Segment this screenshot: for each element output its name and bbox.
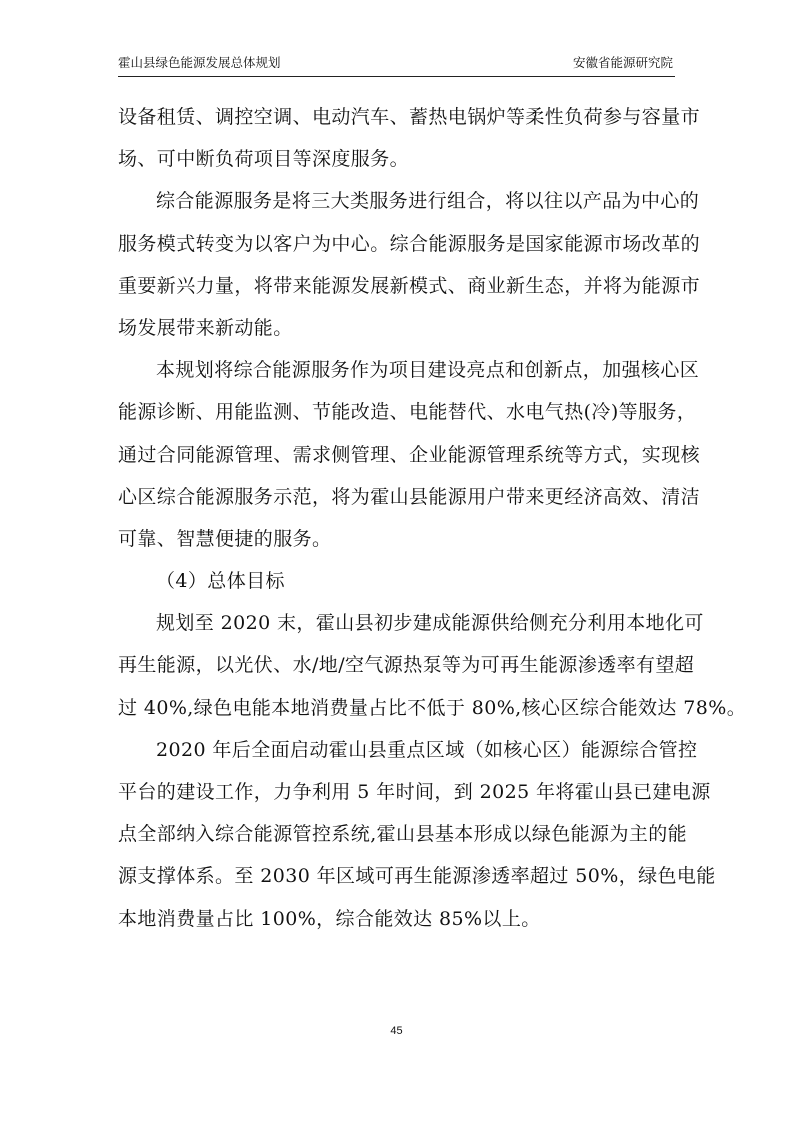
text-line: 平台的建设工作，力争利用 5 年时间，到 2025 年将霍山县已建电源 [118, 781, 711, 803]
text-line: 场、可中断负荷项目等深度服务。 [118, 148, 410, 171]
paragraph-start-line: 综合能源服务是将三大类服务进行组合，将以往以产品为中心的 [156, 190, 700, 213]
page-number: 45 [390, 1025, 403, 1037]
text-line: 能源诊断、用能监测、节能改造、电能替代、水电气热(冷)等服务， [118, 401, 697, 424]
document-title: 霍山县绿色能源发展总体规划 [118, 55, 281, 70]
text-line: 本地消费量占比 100%，综合能效达 85%以上。 [118, 907, 541, 930]
text-line: 设备租赁、调控空调、电动汽车、蓄热电锅炉等柔性负荷参与容量市 [118, 106, 701, 128]
paragraph-start-line: 本规划将综合能源服务作为项目建设亮点和创新点，加强核心区 [156, 359, 700, 382]
text-line: 过 40%,绿色电能本地消费量占比不低于 80%,核心区综合能效达 78%。 [118, 696, 747, 719]
body-text [118, 96, 747, 940]
text-line: 再生能源，以光伏、水/地/空气源热泵等为可再生能源渗透率有望超 [118, 654, 695, 677]
text-line: 源支撑体系。至 2030 年区域可再生能源渗透率超过 50%，绿色电能 [118, 865, 716, 888]
text-line: 场发展带来新动能。 [118, 316, 293, 339]
text-line: 心区综合能源服务示范，将为霍山县能源用户带来更经济高效、清洁 [118, 485, 701, 508]
page-header [118, 50, 675, 77]
paragraph-start-line: 规划至 2020 末，霍山县初步建成能源供给侧充分利用本地化可 [156, 612, 704, 635]
text-line: 服务模式转变为以客户为中心。综合能源服务是国家能源市场改革的 [118, 232, 701, 255]
text-line: 点全部纳入综合能源管控系统,霍山县基本形成以绿色能源为主的能 [118, 823, 688, 846]
text-line: 重要新兴力量，将带来能源发展新模式、商业新生态，并将为能源市 [118, 274, 701, 297]
text-line: 可靠、智慧便捷的服务。 [118, 527, 332, 550]
text-line: 通过合同能源管理、需求侧管理、企业能源管理系统等方式，实现核 [118, 443, 701, 466]
organization-name: 安徽省能源研究院 [572, 55, 673, 70]
paragraph-start-line: 2020 年后全面启动霍山县重点区域（如核心区）能源综合管控 [156, 738, 698, 761]
section-heading: （4）总体目标 [156, 570, 285, 593]
